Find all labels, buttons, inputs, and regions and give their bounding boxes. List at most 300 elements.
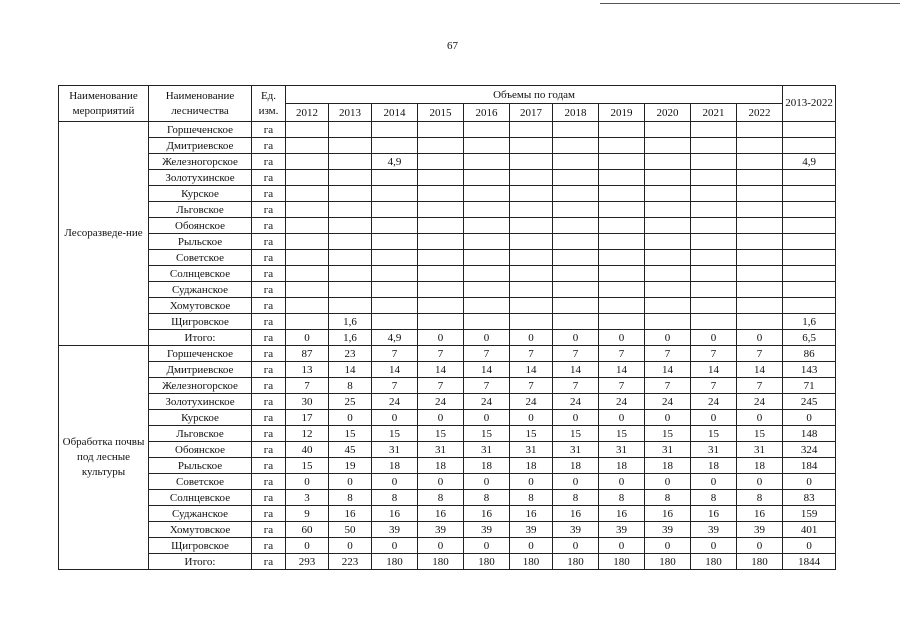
unit-cell: га bbox=[252, 490, 286, 506]
value-cell: 0 bbox=[510, 538, 553, 554]
value-cell: 0 bbox=[645, 474, 691, 490]
value-cell: 180 bbox=[599, 554, 645, 570]
value-cell: 31 bbox=[599, 442, 645, 458]
forestry-cell: Обоянское bbox=[149, 442, 252, 458]
value-cell bbox=[418, 298, 464, 314]
value-cell bbox=[372, 218, 418, 234]
value-cell: 0 bbox=[553, 538, 599, 554]
unit-cell: га bbox=[252, 458, 286, 474]
value-cell: 31 bbox=[645, 442, 691, 458]
activity-cell: Обработка почвы под лесные культуры bbox=[59, 346, 149, 570]
value-cell bbox=[645, 218, 691, 234]
value-cell bbox=[418, 154, 464, 170]
unit-cell: га bbox=[252, 186, 286, 202]
unit-cell: га bbox=[252, 538, 286, 554]
value-cell: 8 bbox=[553, 490, 599, 506]
value-cell: 0 bbox=[418, 330, 464, 346]
table-row bbox=[59, 282, 836, 298]
value-cell bbox=[645, 250, 691, 266]
value-cell bbox=[418, 282, 464, 298]
value-cell bbox=[329, 298, 372, 314]
table-row bbox=[59, 186, 836, 202]
table-row bbox=[59, 250, 836, 266]
value-cell: 18 bbox=[510, 458, 553, 474]
value-cell bbox=[372, 234, 418, 250]
value-cell: 293 bbox=[286, 554, 329, 570]
header-activity: Наименование мероприятий bbox=[59, 86, 149, 122]
unit-cell: га bbox=[252, 410, 286, 426]
table-row bbox=[59, 442, 836, 458]
value-cell bbox=[286, 154, 329, 170]
value-cell: 0 bbox=[645, 538, 691, 554]
value-cell: 180 bbox=[691, 554, 737, 570]
value-cell: 0 bbox=[737, 474, 783, 490]
value-cell: 4,9 bbox=[372, 154, 418, 170]
forestry-cell: Курское bbox=[149, 186, 252, 202]
total-cell bbox=[783, 218, 836, 234]
value-cell bbox=[737, 138, 783, 154]
value-cell: 39 bbox=[691, 522, 737, 538]
unit-cell: га bbox=[252, 378, 286, 394]
table-row bbox=[59, 362, 836, 378]
header-year: 2017 bbox=[510, 104, 553, 122]
value-cell bbox=[645, 234, 691, 250]
value-cell bbox=[553, 266, 599, 282]
value-cell: 16 bbox=[464, 506, 510, 522]
forestry-cell: Хомутовское bbox=[149, 522, 252, 538]
value-cell: 0 bbox=[464, 330, 510, 346]
value-cell bbox=[372, 202, 418, 218]
value-cell: 8 bbox=[510, 490, 553, 506]
value-cell: 0 bbox=[286, 538, 329, 554]
table-row bbox=[59, 378, 836, 394]
total-cell: 1844 bbox=[783, 554, 836, 570]
value-cell: 18 bbox=[553, 458, 599, 474]
header-forestry: Наименование лесничества bbox=[149, 86, 252, 122]
value-cell bbox=[737, 266, 783, 282]
value-cell: 4,9 bbox=[372, 330, 418, 346]
forestry-cell: Советское bbox=[149, 474, 252, 490]
value-cell: 0 bbox=[286, 330, 329, 346]
value-cell bbox=[372, 186, 418, 202]
forestry-cell: Щигровское bbox=[149, 314, 252, 330]
value-cell: 18 bbox=[464, 458, 510, 474]
value-cell bbox=[329, 122, 372, 138]
top-rule bbox=[600, 3, 900, 4]
value-cell bbox=[645, 138, 691, 154]
value-cell: 15 bbox=[645, 426, 691, 442]
value-cell bbox=[372, 298, 418, 314]
value-cell: 18 bbox=[737, 458, 783, 474]
value-cell bbox=[329, 266, 372, 282]
header-unit: Ед. изм. bbox=[252, 86, 286, 122]
total-cell: 401 bbox=[783, 522, 836, 538]
forestry-cell: Дмитриевское bbox=[149, 138, 252, 154]
value-cell: 12 bbox=[286, 426, 329, 442]
unit-cell: га bbox=[252, 442, 286, 458]
value-cell: 7 bbox=[286, 378, 329, 394]
value-cell: 0 bbox=[418, 474, 464, 490]
forestry-cell: Итого: bbox=[149, 554, 252, 570]
value-cell: 8 bbox=[329, 490, 372, 506]
table-row bbox=[59, 538, 836, 554]
total-cell: 0 bbox=[783, 410, 836, 426]
value-cell: 18 bbox=[599, 458, 645, 474]
total-cell: 159 bbox=[783, 506, 836, 522]
value-cell bbox=[691, 298, 737, 314]
table-row bbox=[59, 234, 836, 250]
table-row bbox=[59, 314, 836, 330]
value-cell bbox=[464, 298, 510, 314]
value-cell bbox=[286, 266, 329, 282]
value-cell bbox=[645, 298, 691, 314]
header-year: 2018 bbox=[553, 104, 599, 122]
value-cell: 19 bbox=[329, 458, 372, 474]
value-cell bbox=[553, 138, 599, 154]
value-cell: 16 bbox=[329, 506, 372, 522]
total-cell: 83 bbox=[783, 490, 836, 506]
value-cell: 24 bbox=[418, 394, 464, 410]
value-cell bbox=[737, 314, 783, 330]
value-cell: 3 bbox=[286, 490, 329, 506]
value-cell: 180 bbox=[464, 554, 510, 570]
value-cell bbox=[372, 282, 418, 298]
value-cell: 15 bbox=[691, 426, 737, 442]
value-cell bbox=[691, 202, 737, 218]
value-cell: 23 bbox=[329, 346, 372, 362]
value-cell bbox=[510, 282, 553, 298]
table-row bbox=[59, 202, 836, 218]
value-cell: 0 bbox=[510, 410, 553, 426]
value-cell bbox=[691, 314, 737, 330]
forestry-cell: Железногорское bbox=[149, 378, 252, 394]
total-cell bbox=[783, 250, 836, 266]
value-cell: 0 bbox=[286, 474, 329, 490]
value-cell: 31 bbox=[418, 442, 464, 458]
value-cell: 24 bbox=[553, 394, 599, 410]
value-cell: 7 bbox=[553, 378, 599, 394]
value-cell: 60 bbox=[286, 522, 329, 538]
value-cell bbox=[553, 218, 599, 234]
value-cell bbox=[418, 234, 464, 250]
table-row bbox=[59, 410, 836, 426]
total-cell bbox=[783, 170, 836, 186]
value-cell bbox=[464, 250, 510, 266]
total-cell: 324 bbox=[783, 442, 836, 458]
value-cell: 0 bbox=[464, 538, 510, 554]
value-cell bbox=[645, 266, 691, 282]
value-cell: 39 bbox=[418, 522, 464, 538]
forestry-cell: Льговское bbox=[149, 202, 252, 218]
table-row bbox=[59, 330, 836, 346]
value-cell: 18 bbox=[691, 458, 737, 474]
value-cell: 15 bbox=[418, 426, 464, 442]
forestry-cell: Суджанское bbox=[149, 282, 252, 298]
unit-cell: га bbox=[252, 266, 286, 282]
forestry-cell: Щигровское bbox=[149, 538, 252, 554]
value-cell: 39 bbox=[737, 522, 783, 538]
forestry-cell: Рыльское bbox=[149, 234, 252, 250]
value-cell bbox=[737, 154, 783, 170]
total-cell: 6,5 bbox=[783, 330, 836, 346]
value-cell bbox=[286, 122, 329, 138]
value-cell bbox=[737, 170, 783, 186]
forestry-cell: Золотухинское bbox=[149, 170, 252, 186]
value-cell: 0 bbox=[599, 410, 645, 426]
unit-cell: га bbox=[252, 250, 286, 266]
value-cell: 7 bbox=[372, 378, 418, 394]
value-cell: 24 bbox=[599, 394, 645, 410]
value-cell: 0 bbox=[329, 538, 372, 554]
total-cell: 1,6 bbox=[783, 314, 836, 330]
value-cell bbox=[553, 298, 599, 314]
total-cell: 0 bbox=[783, 538, 836, 554]
value-cell: 180 bbox=[737, 554, 783, 570]
unit-cell: га bbox=[252, 170, 286, 186]
total-cell: 148 bbox=[783, 426, 836, 442]
total-cell: 86 bbox=[783, 346, 836, 362]
unit-cell: га bbox=[252, 474, 286, 490]
value-cell: 180 bbox=[418, 554, 464, 570]
table-row bbox=[59, 266, 836, 282]
value-cell bbox=[553, 282, 599, 298]
unit-cell: га bbox=[252, 330, 286, 346]
header-total-period: 2013-2022 bbox=[783, 86, 836, 122]
value-cell bbox=[599, 218, 645, 234]
value-cell: 24 bbox=[645, 394, 691, 410]
value-cell: 7 bbox=[737, 346, 783, 362]
value-cell: 14 bbox=[464, 362, 510, 378]
value-cell bbox=[737, 282, 783, 298]
value-cell bbox=[329, 234, 372, 250]
value-cell bbox=[418, 218, 464, 234]
value-cell bbox=[599, 138, 645, 154]
value-cell: 180 bbox=[553, 554, 599, 570]
value-cell: 14 bbox=[599, 362, 645, 378]
value-cell: 0 bbox=[553, 330, 599, 346]
value-cell: 39 bbox=[464, 522, 510, 538]
value-cell: 0 bbox=[691, 474, 737, 490]
value-cell: 7 bbox=[372, 346, 418, 362]
value-cell bbox=[599, 314, 645, 330]
forestry-cell: Солнцевское bbox=[149, 490, 252, 506]
value-cell: 87 bbox=[286, 346, 329, 362]
unit-cell: га bbox=[252, 202, 286, 218]
value-cell bbox=[691, 154, 737, 170]
value-cell: 39 bbox=[372, 522, 418, 538]
value-cell bbox=[645, 202, 691, 218]
forestry-cell: Обоянское bbox=[149, 218, 252, 234]
value-cell: 9 bbox=[286, 506, 329, 522]
value-cell bbox=[553, 186, 599, 202]
value-cell: 14 bbox=[418, 362, 464, 378]
value-cell: 0 bbox=[418, 410, 464, 426]
total-cell bbox=[783, 186, 836, 202]
value-cell: 0 bbox=[464, 410, 510, 426]
value-cell bbox=[737, 186, 783, 202]
value-cell: 24 bbox=[737, 394, 783, 410]
value-cell: 8 bbox=[418, 490, 464, 506]
forestry-cell: Железногорское bbox=[149, 154, 252, 170]
value-cell: 7 bbox=[691, 378, 737, 394]
value-cell bbox=[691, 138, 737, 154]
forestry-cell: Горшеченское bbox=[149, 346, 252, 362]
value-cell: 16 bbox=[510, 506, 553, 522]
page-number: 67 bbox=[447, 40, 458, 52]
table-row bbox=[59, 474, 836, 490]
value-cell bbox=[737, 298, 783, 314]
value-cell: 0 bbox=[553, 474, 599, 490]
table-row bbox=[59, 138, 836, 154]
value-cell bbox=[510, 186, 553, 202]
value-cell bbox=[737, 234, 783, 250]
header-year: 2019 bbox=[599, 104, 645, 122]
value-cell: 1,6 bbox=[329, 314, 372, 330]
forestry-cell: Золотухинское bbox=[149, 394, 252, 410]
value-cell bbox=[418, 314, 464, 330]
value-cell bbox=[737, 218, 783, 234]
value-cell: 7 bbox=[510, 378, 553, 394]
table-row bbox=[59, 458, 836, 474]
value-cell bbox=[553, 170, 599, 186]
table-row bbox=[59, 346, 836, 362]
value-cell: 31 bbox=[691, 442, 737, 458]
value-cell: 15 bbox=[329, 426, 372, 442]
value-cell bbox=[418, 250, 464, 266]
value-cell: 0 bbox=[510, 330, 553, 346]
value-cell bbox=[645, 186, 691, 202]
value-cell: 24 bbox=[372, 394, 418, 410]
value-cell bbox=[553, 122, 599, 138]
value-cell: 15 bbox=[286, 458, 329, 474]
value-cell: 16 bbox=[691, 506, 737, 522]
value-cell bbox=[599, 234, 645, 250]
value-cell: 31 bbox=[372, 442, 418, 458]
value-cell: 0 bbox=[372, 538, 418, 554]
table-row bbox=[59, 218, 836, 234]
value-cell bbox=[645, 282, 691, 298]
header-year: 2013 bbox=[329, 104, 372, 122]
value-cell bbox=[691, 266, 737, 282]
value-cell: 7 bbox=[418, 378, 464, 394]
value-cell: 31 bbox=[464, 442, 510, 458]
value-cell: 0 bbox=[329, 410, 372, 426]
value-cell bbox=[329, 170, 372, 186]
value-cell bbox=[510, 202, 553, 218]
value-cell: 0 bbox=[418, 538, 464, 554]
table-row bbox=[59, 154, 836, 170]
value-cell bbox=[286, 250, 329, 266]
value-cell bbox=[372, 250, 418, 266]
value-cell bbox=[286, 218, 329, 234]
value-cell bbox=[510, 138, 553, 154]
value-cell bbox=[329, 202, 372, 218]
value-cell bbox=[553, 314, 599, 330]
value-cell bbox=[464, 154, 510, 170]
value-cell: 25 bbox=[329, 394, 372, 410]
value-cell: 39 bbox=[553, 522, 599, 538]
value-cell bbox=[329, 282, 372, 298]
value-cell: 17 bbox=[286, 410, 329, 426]
total-cell: 245 bbox=[783, 394, 836, 410]
value-cell: 0 bbox=[737, 538, 783, 554]
value-cell: 7 bbox=[599, 378, 645, 394]
value-cell bbox=[286, 298, 329, 314]
value-cell: 14 bbox=[737, 362, 783, 378]
unit-cell: га bbox=[252, 138, 286, 154]
table-row bbox=[59, 506, 836, 522]
value-cell: 0 bbox=[691, 538, 737, 554]
value-cell: 15 bbox=[464, 426, 510, 442]
unit-cell: га bbox=[252, 554, 286, 570]
value-cell: 50 bbox=[329, 522, 372, 538]
value-cell bbox=[464, 234, 510, 250]
table-row bbox=[59, 490, 836, 506]
value-cell bbox=[372, 170, 418, 186]
header-year: 2016 bbox=[464, 104, 510, 122]
total-cell bbox=[783, 282, 836, 298]
value-cell: 7 bbox=[553, 346, 599, 362]
value-cell bbox=[418, 138, 464, 154]
value-cell: 14 bbox=[372, 362, 418, 378]
value-cell: 16 bbox=[372, 506, 418, 522]
value-cell: 39 bbox=[645, 522, 691, 538]
value-cell bbox=[510, 154, 553, 170]
value-cell bbox=[737, 202, 783, 218]
value-cell bbox=[599, 250, 645, 266]
value-cell: 13 bbox=[286, 362, 329, 378]
table-row bbox=[59, 522, 836, 538]
value-cell bbox=[553, 154, 599, 170]
value-cell bbox=[599, 266, 645, 282]
value-cell bbox=[599, 122, 645, 138]
value-cell: 7 bbox=[464, 346, 510, 362]
value-cell: 0 bbox=[510, 474, 553, 490]
value-cell: 0 bbox=[691, 410, 737, 426]
header-year: 2022 bbox=[737, 104, 783, 122]
header-year: 2015 bbox=[418, 104, 464, 122]
forestry-cell: Курское bbox=[149, 410, 252, 426]
value-cell bbox=[510, 266, 553, 282]
value-cell: 0 bbox=[599, 330, 645, 346]
value-cell bbox=[691, 250, 737, 266]
value-cell: 16 bbox=[737, 506, 783, 522]
value-cell: 15 bbox=[510, 426, 553, 442]
value-cell bbox=[645, 154, 691, 170]
total-cell bbox=[783, 266, 836, 282]
value-cell bbox=[510, 122, 553, 138]
value-cell bbox=[510, 234, 553, 250]
unit-cell: га bbox=[252, 154, 286, 170]
value-cell: 7 bbox=[691, 346, 737, 362]
value-cell bbox=[691, 170, 737, 186]
unit-cell: га bbox=[252, 346, 286, 362]
table-row bbox=[59, 122, 836, 138]
value-cell bbox=[286, 202, 329, 218]
header-year: 2021 bbox=[691, 104, 737, 122]
table-row bbox=[59, 554, 836, 570]
value-cell bbox=[599, 298, 645, 314]
value-cell bbox=[329, 138, 372, 154]
value-cell: 7 bbox=[464, 378, 510, 394]
total-cell: 0 bbox=[783, 474, 836, 490]
value-cell: 0 bbox=[645, 410, 691, 426]
value-cell: 24 bbox=[691, 394, 737, 410]
table-row bbox=[59, 426, 836, 442]
value-cell: 8 bbox=[599, 490, 645, 506]
value-cell: 0 bbox=[553, 410, 599, 426]
value-cell: 7 bbox=[510, 346, 553, 362]
